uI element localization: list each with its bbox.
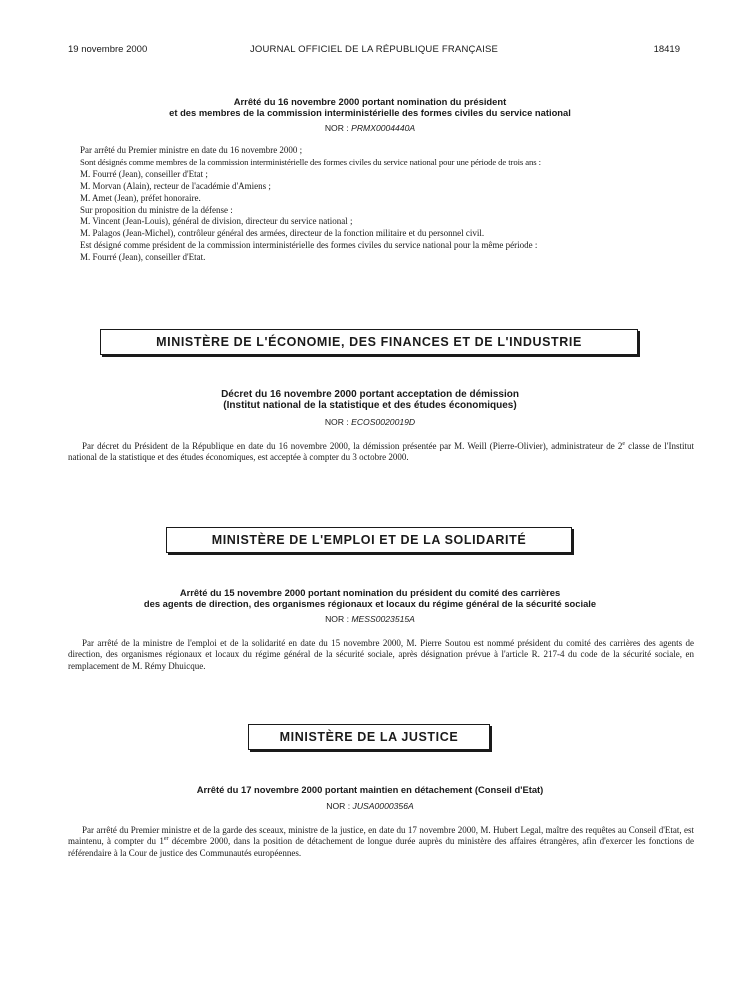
ministry-heading-justice: MINISTÈRE DE LA JUSTICE [248, 724, 490, 750]
section2-body [68, 441, 694, 464]
section3-paragraph: Par arrêté de la ministre de l'emploi et de la solidarité en date du 15 novembre 2000, M. Pierre Soutou est nommé président du comité des carrières des agents de direction, des organismes régionaux et locaux du régime général de la sécurité sociale, après désignation prévue à l'article R. 217-4 du code de la sécurité sociale, en remplacement de M. Rémy Dhuicque. [68, 638, 694, 671]
page-number: 18419 [653, 44, 680, 55]
section1-nor [60, 123, 680, 133]
section3-title-line1: Arrêté du 15 novembre 2000 portant nomination du président du comité des carrières [179, 587, 561, 598]
nor-label: NOR : [324, 417, 352, 427]
nor-code: ECOS0020019D [351, 417, 416, 427]
section3-title [60, 587, 680, 609]
section1-title-line1: Arrêté du 16 novembre 2000 portant nomination du président [233, 96, 507, 107]
body-line: M. Fourré (Jean), conseiller d'Etat. [80, 252, 206, 263]
body-line: M. Vincent (Jean-Louis), général de division, directeur du service national ; [80, 216, 353, 227]
body-line: M. Palagos (Jean-Michel), contrôleur général des armées, directeur de la fonction militaire et du personnel civil. [80, 228, 485, 239]
text-part: classe de l'Institut national de la statistique et des études économiques, est acceptée à compter du 3 octobre 2000. [68, 441, 694, 463]
section3-body [68, 638, 694, 672]
body-line: Est désigné comme président de la commission interministérielle des formes civiles du service national pour la même période : [80, 240, 538, 251]
body-line: Par arrêté du Premier ministre en date du 16 novembre 2000 ; [80, 145, 303, 155]
journal-title: JOURNAL OFFICIEL DE LA RÉPUBLIQUE FRANÇAISE [249, 44, 499, 55]
section1-body [80, 145, 694, 264]
nor-code: PRMX0004440A [351, 123, 416, 133]
nor-label: NOR : [324, 123, 352, 133]
section1-title-line2: et des membres de la commission interministérielle des formes civiles du service national [169, 107, 571, 118]
section2-title [60, 389, 680, 411]
section4-body [68, 825, 694, 859]
section3-nor [60, 614, 680, 624]
section2-paragraph [68, 441, 694, 464]
body-line: M. Morvan (Alain), recteur de l'académie d'Amiens ; [80, 180, 271, 191]
section1-title [60, 96, 680, 118]
superscript: er [163, 836, 169, 843]
body-line: Sur proposition du ministre de la défense : [80, 204, 233, 215]
body-line: M. Amet (Jean), préfet honoraire. [80, 192, 201, 203]
section2-nor [60, 417, 680, 427]
section4-paragraph [68, 825, 694, 859]
section2-title-line2: (Institut national de la statistique et des études économiques) [223, 400, 517, 411]
nor-code: JUSA0000356A [352, 801, 414, 811]
section4-title: Arrêté du 17 novembre 2000 portant maintien en détachement (Conseil d'Etat) [196, 784, 544, 795]
ministry-heading-emploi: MINISTÈRE DE L'EMPLOI ET DE LA SOLIDARITÉ [166, 527, 572, 553]
section3-title-line2: des agents de direction, des organismes régionaux et locaux du régime général de la sécurité sociale [143, 598, 597, 609]
nor-label: NOR : [326, 801, 353, 811]
section4-nor [60, 801, 680, 811]
body-line: Sont désignés comme membres de la commission interministérielle des formes civiles du service national pour une période de trois ans : [80, 156, 541, 167]
text-part: Par arrêté du Premier ministre et de la garde des sceaux, ministre de la justice, en date du 17 novembre 2000, M. Hubert Legal, maître des requêtes au Conseil d'Etat, est maintenu, à compter du 1 [68, 825, 694, 847]
superscript: e [622, 441, 626, 447]
nor-code: MESS0023515A [351, 614, 415, 624]
body-line: M. Fourré (Jean), conseiller d'Etat ; [80, 168, 208, 179]
running-header [68, 44, 680, 58]
text-part: Par décret du Président de la République en date du 16 novembre 2000, la démission présentée par M. Weill (Pierre-Olivier), administrateur de 2 [82, 441, 623, 451]
section2-title-line1: Décret du 16 novembre 2000 portant acceptation de démission [221, 389, 519, 400]
nor-label: NOR : [325, 614, 352, 624]
ministry-heading-economie: MINISTÈRE DE L'ÉCONOMIE, DES FINANCES ET DE L'INDUSTRIE [100, 329, 638, 355]
text-part: décembre 2000, dans la position de détachement de longue durée auprès du ministère des affaires étrangères, afin d'exercer les fonctions de référendaire à la Cour de justice des Communautés européennes. [68, 836, 694, 858]
header-date: 19 novembre 2000 [68, 44, 148, 55]
